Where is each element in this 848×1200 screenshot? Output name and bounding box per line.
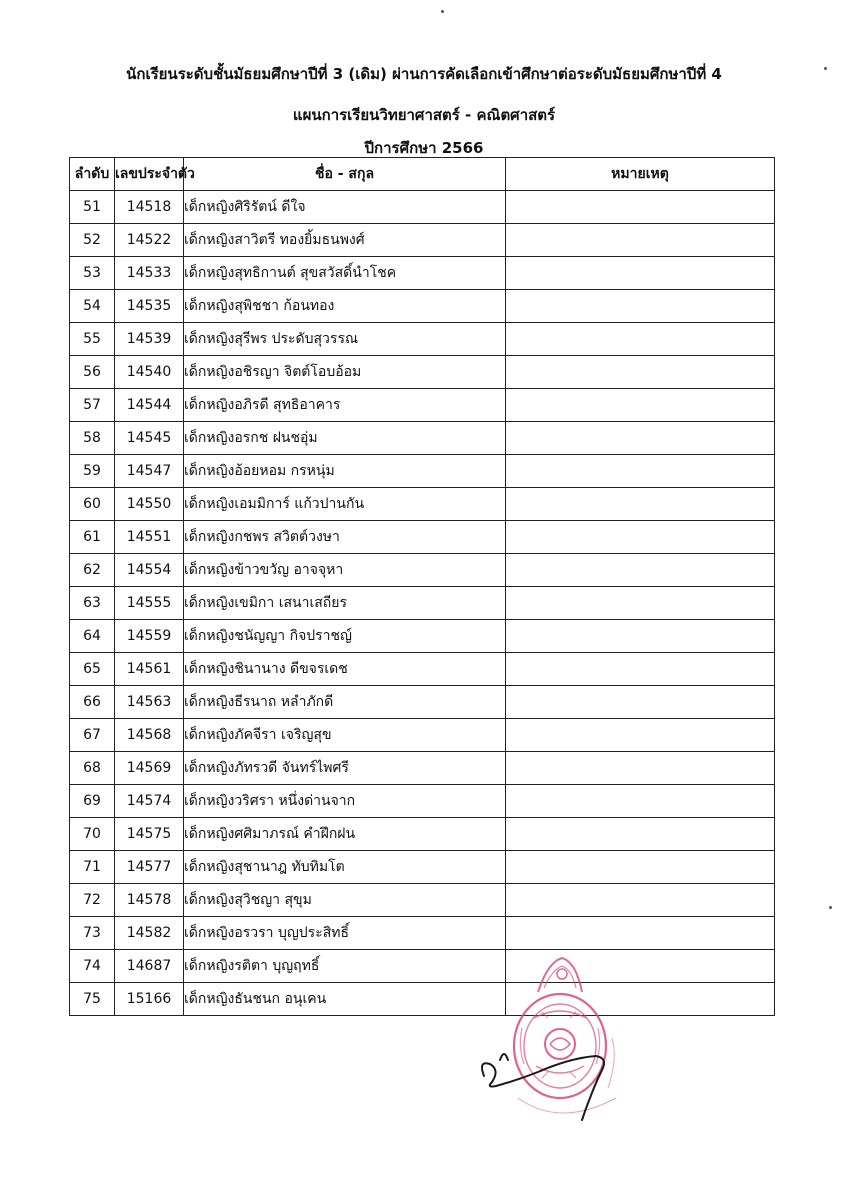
table-row — [70, 653, 775, 686]
cell-remark — [506, 323, 775, 356]
table-row — [70, 422, 775, 455]
table-row — [70, 950, 775, 983]
cell-remark — [506, 389, 775, 422]
table-row — [70, 455, 775, 488]
header-index: ลำดับ — [70, 158, 115, 191]
table-row — [70, 521, 775, 554]
cell-student-name: เด็กหญิงรติตา บุญฤทธิ์ — [184, 950, 506, 983]
cell-remark — [506, 521, 775, 554]
cell-student-name: เด็กหญิงสุพิชชา ก้อนทอง — [184, 290, 506, 323]
table-row — [70, 356, 775, 389]
cell-index: 55 — [70, 323, 115, 356]
cell-student-name: เด็กหญิงชินานาง ดีขจรเดช — [184, 653, 506, 686]
cell-remark — [506, 455, 775, 488]
cell-student-name: เด็กหญิงวริศรา หนึ่งด่านจาก — [184, 785, 506, 818]
cell-student-id: 14547 — [115, 455, 184, 488]
cell-index: 72 — [70, 884, 115, 917]
cell-remark — [506, 587, 775, 620]
cell-student-name: เด็กหญิงเอมมิการ์ แก้วปานกัน — [184, 488, 506, 521]
table-header-row — [70, 158, 775, 191]
cell-remark — [506, 884, 775, 917]
cell-index: 59 — [70, 455, 115, 488]
cell-remark — [506, 488, 775, 521]
cell-index: 56 — [70, 356, 115, 389]
cell-remark — [506, 686, 775, 719]
cell-index: 73 — [70, 917, 115, 950]
cell-student-id: 15166 — [115, 983, 184, 1016]
table-row — [70, 389, 775, 422]
cell-student-id: 14568 — [115, 719, 184, 752]
header-remark: หมายเหตุ — [506, 158, 775, 191]
cell-student-name: เด็กหญิงอภิรดี สุทธิอาคาร — [184, 389, 506, 422]
cell-index: 75 — [70, 983, 115, 1016]
cell-student-id: 14563 — [115, 686, 184, 719]
cell-index: 54 — [70, 290, 115, 323]
cell-student-name: เด็กหญิงอรกช ฝนชอุ่ม — [184, 422, 506, 455]
cell-remark — [506, 554, 775, 587]
cell-index: 51 — [70, 191, 115, 224]
cell-index: 67 — [70, 719, 115, 752]
cell-remark — [506, 752, 775, 785]
cell-student-id: 14577 — [115, 851, 184, 884]
table-row — [70, 884, 775, 917]
cell-student-name: เด็กหญิงอ้อยหอม กรหนุ่ม — [184, 455, 506, 488]
cell-remark — [506, 290, 775, 323]
cell-student-name: เด็กหญิงภัทรวดี จันทร์ไพศรี — [184, 752, 506, 785]
table-row — [70, 290, 775, 323]
cell-student-name: เด็กหญิงธันชนก อนุเคน — [184, 983, 506, 1016]
cell-student-id: 14578 — [115, 884, 184, 917]
table-row — [70, 686, 775, 719]
cell-remark — [506, 653, 775, 686]
cell-index: 74 — [70, 950, 115, 983]
cell-remark — [506, 191, 775, 224]
cell-remark — [506, 818, 775, 851]
cell-student-id: 14539 — [115, 323, 184, 356]
table-row — [70, 785, 775, 818]
cell-student-id: 14569 — [115, 752, 184, 785]
header-name: ชื่อ - สกุล — [184, 158, 506, 191]
table-row — [70, 191, 775, 224]
table-row — [70, 224, 775, 257]
cell-student-name: เด็กหญิงอรวรา บุญประสิทธิ์ — [184, 917, 506, 950]
cell-student-id: 14550 — [115, 488, 184, 521]
cell-student-id: 14518 — [115, 191, 184, 224]
academic-year-subtitle: ปีการศึกษา 2566 — [364, 139, 484, 157]
cell-index: 66 — [70, 686, 115, 719]
cell-remark — [506, 620, 775, 653]
table-row — [70, 323, 775, 356]
cell-index: 65 — [70, 653, 115, 686]
cell-index: 63 — [70, 587, 115, 620]
cell-student-id: 14561 — [115, 653, 184, 686]
cell-student-name: เด็กหญิงเขมิกา เสนาเสถียร — [184, 587, 506, 620]
cell-student-name: เด็กหญิงธีรนาถ หลำภักดี — [184, 686, 506, 719]
table-row — [70, 851, 775, 884]
cell-student-name: เด็กหญิงภัคจีรา เจริญสุข — [184, 719, 506, 752]
cell-index: 52 — [70, 224, 115, 257]
table-row — [70, 917, 775, 950]
table-row — [70, 818, 775, 851]
cell-student-id: 14522 — [115, 224, 184, 257]
cell-index: 62 — [70, 554, 115, 587]
header-student-id: เลขประจำตัว — [115, 158, 184, 191]
cell-student-name: เด็กหญิงอชิรญา จิตต์โอบอ้อม — [184, 356, 506, 389]
cell-student-name: เด็กหญิงสุทธิกานต์ สุขสวัสดิ์นำโชค — [184, 257, 506, 290]
table-row — [70, 983, 775, 1016]
cell-student-id: 14574 — [115, 785, 184, 818]
cell-index: 57 — [70, 389, 115, 422]
table-row — [70, 620, 775, 653]
table-row — [70, 488, 775, 521]
cell-student-id: 14535 — [115, 290, 184, 323]
cell-student-name: เด็กหญิงศศิมาภรณ์ คำฝึกฝน — [184, 818, 506, 851]
cell-student-id: 14575 — [115, 818, 184, 851]
cell-remark — [506, 917, 775, 950]
scan-speck — [441, 10, 444, 13]
cell-remark — [506, 719, 775, 752]
cell-remark — [506, 257, 775, 290]
cell-index: 58 — [70, 422, 115, 455]
cell-remark — [506, 224, 775, 257]
cell-student-name: เด็กหญิงสาวิตรี ทองยิ้มธนพงศ์ — [184, 224, 506, 257]
cell-index: 70 — [70, 818, 115, 851]
cell-student-name: เด็กหญิงข้าวขวัญ อาจจุหา — [184, 554, 506, 587]
student-roster-table — [69, 157, 775, 1016]
cell-student-name: เด็กหญิงสุรีพร ประดับสุวรรณ — [184, 323, 506, 356]
cell-student-id: 14582 — [115, 917, 184, 950]
cell-student-id: 14554 — [115, 554, 184, 587]
cell-remark — [506, 851, 775, 884]
table-row — [70, 587, 775, 620]
cell-index: 69 — [70, 785, 115, 818]
cell-student-name: เด็กหญิงกชพร สวิตต์วงษา — [184, 521, 506, 554]
cell-student-name: เด็กหญิงสุชานาฎ ทับทิมโต — [184, 851, 506, 884]
cell-student-id: 14687 — [115, 950, 184, 983]
cell-student-id: 14555 — [115, 587, 184, 620]
cell-student-id: 14544 — [115, 389, 184, 422]
cell-index: 53 — [70, 257, 115, 290]
scan-speck — [824, 67, 827, 70]
school-seal-stamp — [478, 948, 628, 1138]
table-row — [70, 257, 775, 290]
cell-index: 61 — [70, 521, 115, 554]
cell-student-id: 14533 — [115, 257, 184, 290]
cell-student-name: เด็กหญิงสุวิชญา สุขุม — [184, 884, 506, 917]
document-title: นักเรียนระดับชั้นมัธยมศึกษาปีที่ 3 (เดิม) ผ่านการคัดเลือกเข้าศึกษาต่อระดับมัธยมศึกษาปีที่ 4 — [126, 65, 722, 83]
table-body — [70, 191, 775, 1016]
cell-remark — [506, 422, 775, 455]
cell-student-name: เด็กหญิงศิริรัตน์ ดีใจ — [184, 191, 506, 224]
cell-student-id: 14545 — [115, 422, 184, 455]
cell-student-id: 14540 — [115, 356, 184, 389]
cell-index: 68 — [70, 752, 115, 785]
table-row — [70, 752, 775, 785]
cell-student-id: 14559 — [115, 620, 184, 653]
cell-remark — [506, 785, 775, 818]
study-plan-subtitle: แผนการเรียนวิทยาศาสตร์ - คณิตศาสตร์ — [292, 106, 556, 124]
scan-speck — [829, 906, 832, 909]
table-row — [70, 554, 775, 587]
cell-student-id: 14551 — [115, 521, 184, 554]
cell-index: 71 — [70, 851, 115, 884]
cell-index: 60 — [70, 488, 115, 521]
cell-remark — [506, 356, 775, 389]
table-row — [70, 719, 775, 752]
cell-student-name: เด็กหญิงชนัญญา กิจปราชญ์ — [184, 620, 506, 653]
cell-index: 64 — [70, 620, 115, 653]
